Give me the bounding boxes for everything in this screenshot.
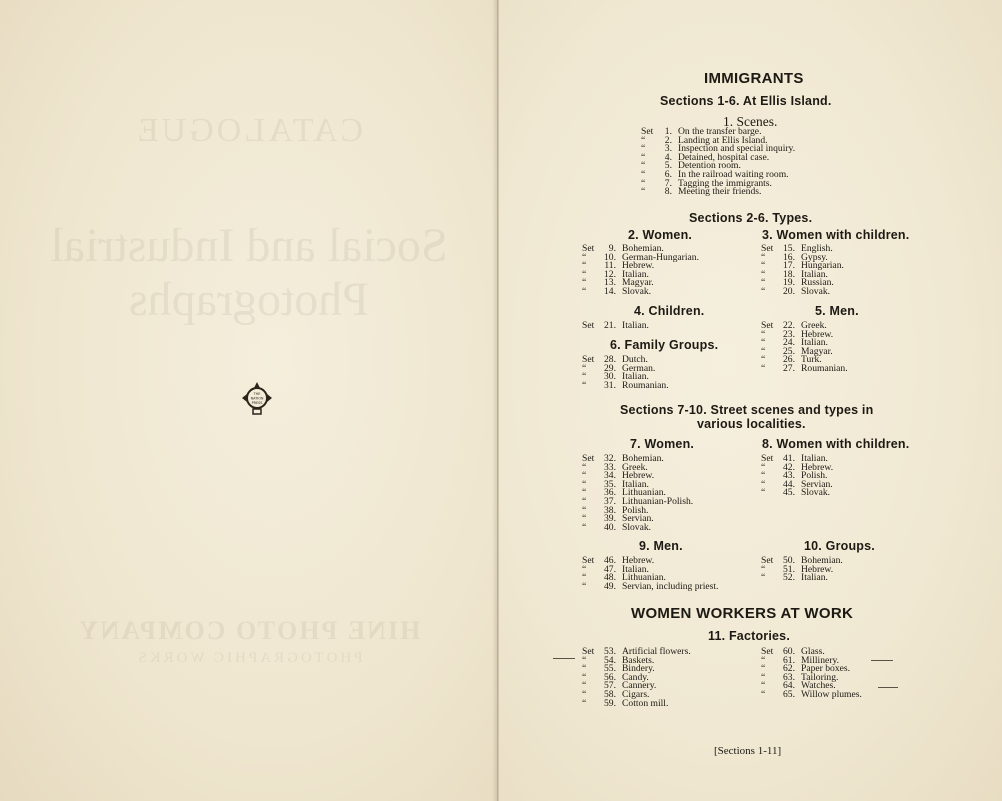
set-label: Polish.: [801, 470, 828, 482]
sections-2-6-heading: Sections 2-6. Types.: [689, 211, 813, 225]
scenes-heading: 1. Scenes.: [723, 114, 778, 129]
set-label: Magyar.: [622, 277, 654, 289]
set-number: 23.: [783, 328, 795, 340]
set-number: 8.: [664, 186, 672, 198]
set-prefix: “: [761, 260, 766, 272]
set-number: 33.: [604, 461, 616, 473]
set-label: Hungarian.: [801, 260, 844, 272]
set-number: 18.: [783, 268, 795, 280]
set-prefix: “: [582, 663, 587, 675]
margin-pencil-mark: [871, 660, 893, 661]
list-item: [582, 697, 691, 709]
set-label: Russian.: [801, 277, 834, 289]
set-number: 6.: [664, 168, 672, 180]
set-label: Italian.: [622, 268, 649, 280]
set-number: 59.: [604, 697, 616, 709]
set-prefix: “: [761, 470, 766, 482]
set-label: Hebrew.: [622, 470, 655, 482]
set-prefix: “: [761, 277, 766, 289]
set-prefix: Set: [582, 320, 595, 331]
set-label: Watches.: [801, 680, 836, 692]
set-label: Bohemian.: [622, 243, 664, 254]
set-number: 31.: [604, 379, 616, 391]
set-prefix: “: [761, 572, 766, 584]
set-label: Magyar.: [801, 345, 833, 357]
set-label: Italian.: [801, 337, 828, 349]
set-number: 38.: [604, 504, 616, 516]
set-number: 61.: [783, 654, 795, 666]
set-number: 16.: [783, 251, 795, 263]
women-children-list: [761, 245, 844, 297]
set-number: 39.: [604, 513, 616, 525]
street-groups-list: [761, 557, 843, 583]
set-prefix: “: [761, 671, 766, 683]
set-number: 4.: [664, 151, 672, 163]
set-label: Cannery.: [622, 680, 657, 692]
set-number: 30.: [604, 371, 616, 383]
list-item: [761, 489, 833, 498]
set-label: Hebrew.: [622, 555, 655, 566]
set-number: 3.: [664, 143, 672, 155]
set-label: Italian.: [801, 268, 828, 280]
set-number: 48.: [604, 572, 616, 584]
street-men-heading: 9. Men.: [639, 539, 683, 553]
immigrants-title: IMMIGRANTS: [704, 70, 804, 87]
set-label: Roumanian.: [801, 362, 848, 374]
women-list: [582, 245, 699, 297]
set-number: 19.: [783, 277, 795, 289]
set-label: Bindery.: [622, 663, 655, 675]
set-number: 11.: [604, 260, 616, 272]
street-men-list: [582, 557, 718, 591]
set-number: 5.: [664, 160, 672, 172]
set-label: Italian.: [622, 371, 649, 383]
set-label: Lithuanian.: [622, 572, 666, 584]
set-label: Slovak.: [622, 285, 652, 297]
set-label: Millinery.: [801, 654, 840, 666]
set-prefix: “: [761, 285, 766, 297]
set-label: On the transfer barge.: [678, 126, 762, 137]
set-number: 54.: [604, 654, 616, 666]
factories-list-left: [582, 648, 691, 708]
set-label: Baskets.: [622, 654, 655, 666]
set-prefix: “: [641, 177, 646, 189]
set-prefix: Set: [582, 646, 595, 657]
set-number: 51.: [783, 563, 795, 575]
set-label: Italian.: [801, 453, 828, 464]
set-number: 20.: [783, 285, 795, 297]
set-label: Slovak.: [622, 521, 652, 533]
street-women-list: [582, 455, 693, 532]
set-number: 27.: [783, 362, 795, 374]
page-footer: [Sections 1-11]: [714, 745, 782, 757]
set-prefix: “: [641, 168, 646, 180]
children-list: [582, 322, 649, 331]
set-label: Bohemian.: [622, 453, 664, 464]
set-label: Italian.: [622, 563, 649, 575]
set-prefix: “: [761, 354, 766, 366]
set-prefix: “: [761, 478, 766, 490]
set-label: Cigars.: [622, 688, 650, 700]
list-item: [641, 188, 795, 197]
set-number: 9.: [608, 243, 616, 254]
set-prefix: “: [582, 371, 587, 383]
set-number: 24.: [783, 337, 795, 349]
set-number: 42.: [783, 461, 795, 473]
set-label: German.: [622, 362, 656, 374]
set-label: In the railroad waiting room.: [678, 168, 789, 180]
svg-text:THE: THE: [253, 392, 261, 396]
set-number: 49.: [604, 580, 616, 592]
set-label: Cotton mill.: [622, 697, 669, 709]
set-label: Dutch.: [622, 354, 648, 365]
set-prefix: “: [582, 268, 587, 280]
street-women-children-heading: 8. Women with children.: [762, 437, 910, 451]
set-prefix: “: [761, 563, 766, 575]
set-prefix: “: [761, 362, 766, 374]
set-prefix: “: [582, 572, 587, 584]
set-number: 2.: [664, 134, 672, 146]
set-number: 21.: [604, 320, 616, 331]
factories-heading: 11. Factories.: [708, 629, 791, 643]
printer-mark-icon: [240, 380, 274, 416]
margin-pencil-mark: [878, 687, 898, 688]
set-prefix: “: [761, 251, 766, 263]
set-number: 55.: [604, 663, 616, 675]
set-prefix: “: [582, 379, 587, 391]
set-prefix: Set: [761, 646, 774, 657]
set-prefix: Set: [761, 453, 774, 464]
list-item: [582, 285, 699, 297]
set-number: 35.: [604, 478, 616, 490]
bleed-through-catalogue: CATALOGUE: [134, 112, 364, 149]
set-prefix: “: [641, 186, 646, 198]
set-prefix: Set: [582, 243, 595, 254]
set-number: 62.: [783, 663, 795, 675]
set-label: Candy.: [622, 671, 649, 683]
set-label: Lithuanian.: [622, 487, 666, 499]
set-number: 43.: [783, 470, 795, 482]
list-item: [582, 580, 719, 592]
set-prefix: Set: [761, 555, 774, 566]
set-number: 57.: [604, 680, 616, 692]
sections-1-6-heading: Sections 1-6. At Ellis Island.: [660, 94, 832, 108]
family-groups-list: [582, 356, 669, 390]
set-number: 12.: [604, 268, 616, 280]
set-prefix: “: [582, 251, 587, 263]
bleed-through-works: PHOTOGRAPHIC WORKS: [135, 650, 363, 666]
set-number: 10.: [604, 251, 616, 263]
set-prefix: “: [761, 663, 766, 675]
set-prefix: “: [761, 268, 766, 280]
set-number: 47.: [604, 563, 616, 575]
set-label: Landing at Ellis Island.: [678, 134, 768, 146]
bleed-through-company: HINE PHOTO COMPANY: [77, 616, 421, 645]
women-heading: 2. Women.: [628, 228, 693, 242]
set-label: Bohemian.: [801, 555, 843, 566]
set-label: Servian, including priest.: [622, 580, 719, 592]
list-item: [761, 688, 862, 700]
set-label: Italian.: [622, 320, 649, 331]
street-groups-heading: 10. Groups.: [804, 539, 875, 553]
set-prefix: “: [761, 328, 766, 340]
set-prefix: Set: [761, 320, 774, 331]
set-prefix: “: [582, 671, 587, 683]
set-number: 40.: [604, 521, 616, 533]
set-prefix: “: [582, 563, 587, 575]
set-label: Servian.: [622, 513, 654, 525]
set-label: Polish.: [622, 504, 649, 516]
list-item: [582, 322, 649, 331]
margin-pencil-mark: [553, 658, 575, 659]
set-number: 63.: [783, 671, 795, 683]
set-prefix: “: [761, 461, 766, 473]
set-number: 53.: [604, 646, 616, 657]
set-number: 65.: [783, 688, 795, 700]
men-heading: 5. Men.: [815, 304, 859, 318]
set-label: Glass.: [801, 646, 825, 657]
set-prefix: “: [641, 143, 646, 155]
svg-text:NATION: NATION: [250, 396, 264, 401]
children-heading: 4. Children.: [634, 304, 705, 318]
sections-7-10-heading-line-1: Sections 7-10. Street scenes and types in: [620, 403, 874, 417]
women-workers-title: WOMEN WORKERS AT WORK: [631, 605, 854, 622]
set-number: 26.: [783, 354, 795, 366]
set-prefix: “: [761, 680, 766, 692]
set-label: Roumanian.: [622, 379, 669, 391]
set-label: Artificial flowers.: [622, 646, 691, 657]
set-label: Italian.: [801, 572, 828, 584]
list-item: [761, 285, 844, 297]
set-prefix: Set: [641, 126, 654, 137]
set-number: 25.: [783, 345, 795, 357]
set-prefix: “: [761, 654, 766, 666]
set-prefix: “: [582, 504, 587, 516]
set-label: English.: [801, 243, 833, 254]
set-label: Gypsy.: [801, 251, 828, 263]
factories-list-right: [761, 648, 862, 700]
list-item: [761, 362, 848, 374]
bleed-through-line-1: Social and Industrial: [50, 219, 448, 272]
set-label: Paper boxes.: [801, 663, 851, 675]
set-label: Hebrew.: [801, 461, 834, 473]
set-number: 28.: [604, 354, 616, 365]
set-number: 34.: [604, 470, 616, 482]
set-label: Hebrew.: [801, 563, 834, 575]
set-number: 15.: [783, 243, 795, 254]
set-prefix: “: [582, 277, 587, 289]
set-label: Greek.: [622, 461, 648, 473]
set-label: Detention room.: [678, 160, 741, 172]
list-item: [582, 521, 693, 533]
set-prefix: “: [761, 487, 766, 499]
set-label: Italian.: [622, 478, 649, 490]
set-prefix: Set: [582, 354, 595, 365]
set-number: 41.: [783, 453, 795, 464]
scenes-list: [641, 128, 795, 197]
set-number: 32.: [604, 453, 616, 464]
set-label: Slovak.: [801, 285, 831, 297]
set-prefix: “: [582, 688, 587, 700]
set-label: Lithuanian-Polish.: [622, 495, 694, 507]
set-prefix: “: [582, 470, 587, 482]
set-number: 7.: [664, 177, 672, 189]
set-number: 36.: [604, 487, 616, 499]
women-children-heading: 3. Women with children.: [762, 228, 910, 242]
set-label: Hebrew.: [801, 328, 834, 340]
set-number: 17.: [783, 260, 795, 272]
sections-7-10-heading-line-2: various localities.: [697, 417, 806, 431]
set-prefix: “: [582, 285, 587, 297]
set-label: Detained, hospital case.: [678, 151, 770, 163]
set-prefix: “: [582, 487, 587, 499]
set-number: 46.: [604, 555, 616, 566]
set-label: Greek.: [801, 320, 827, 331]
set-number: 14.: [604, 285, 616, 297]
set-prefix: “: [582, 513, 587, 525]
set-number: 45.: [783, 487, 795, 499]
set-number: 13.: [604, 277, 616, 289]
street-women-heading: 7. Women.: [630, 437, 695, 451]
set-prefix: “: [761, 337, 766, 349]
set-label: Servian.: [801, 478, 833, 490]
set-number: 44.: [783, 478, 795, 490]
set-label: Hebrew.: [622, 260, 655, 272]
set-label: Tagging the immigrants.: [678, 177, 772, 189]
set-prefix: “: [582, 580, 587, 592]
family-groups-heading: 6. Family Groups.: [610, 338, 719, 352]
set-prefix: “: [582, 697, 587, 709]
set-prefix: “: [641, 151, 646, 163]
list-item: [761, 574, 843, 583]
set-label: Slovak.: [801, 487, 831, 499]
set-prefix: “: [582, 478, 587, 490]
set-prefix: “: [761, 688, 766, 700]
svg-text:PRESS: PRESS: [251, 401, 263, 405]
set-prefix: “: [641, 134, 646, 146]
left-page: [0, 0, 498, 801]
set-number: 58.: [604, 688, 616, 700]
men-list: [761, 322, 848, 374]
set-number: 60.: [783, 646, 795, 657]
set-prefix: “: [582, 654, 587, 666]
set-label: Inspection and special inquiry.: [678, 143, 796, 155]
set-prefix: Set: [582, 453, 595, 464]
set-prefix: “: [582, 260, 587, 272]
set-number: 29.: [604, 362, 616, 374]
set-label: Meeting their friends.: [678, 186, 762, 198]
set-prefix: “: [761, 345, 766, 357]
set-number: 56.: [604, 671, 616, 683]
set-label: Willow plumes.: [801, 688, 862, 700]
street-women-children-list: [761, 455, 833, 498]
set-number: 50.: [783, 555, 795, 566]
set-number: 22.: [783, 320, 795, 331]
list-item: [582, 379, 669, 391]
set-prefix: “: [582, 521, 587, 533]
bleed-through-line-2: Photographs: [129, 273, 369, 326]
set-prefix: “: [582, 495, 587, 507]
set-prefix: “: [582, 362, 587, 374]
set-prefix: “: [641, 160, 646, 172]
set-label: Turk.: [801, 354, 822, 366]
set-number: 64.: [783, 680, 795, 692]
set-number: 37.: [604, 495, 616, 507]
set-prefix: “: [582, 461, 587, 473]
set-prefix: Set: [582, 555, 595, 566]
set-number: 52.: [783, 572, 795, 584]
set-label: Tailoring.: [801, 671, 839, 683]
set-label: German-Hungarian.: [622, 251, 699, 263]
set-prefix: Set: [761, 243, 774, 254]
set-prefix: “: [582, 680, 587, 692]
list-item: [582, 557, 718, 566]
set-number: 1.: [664, 126, 672, 137]
